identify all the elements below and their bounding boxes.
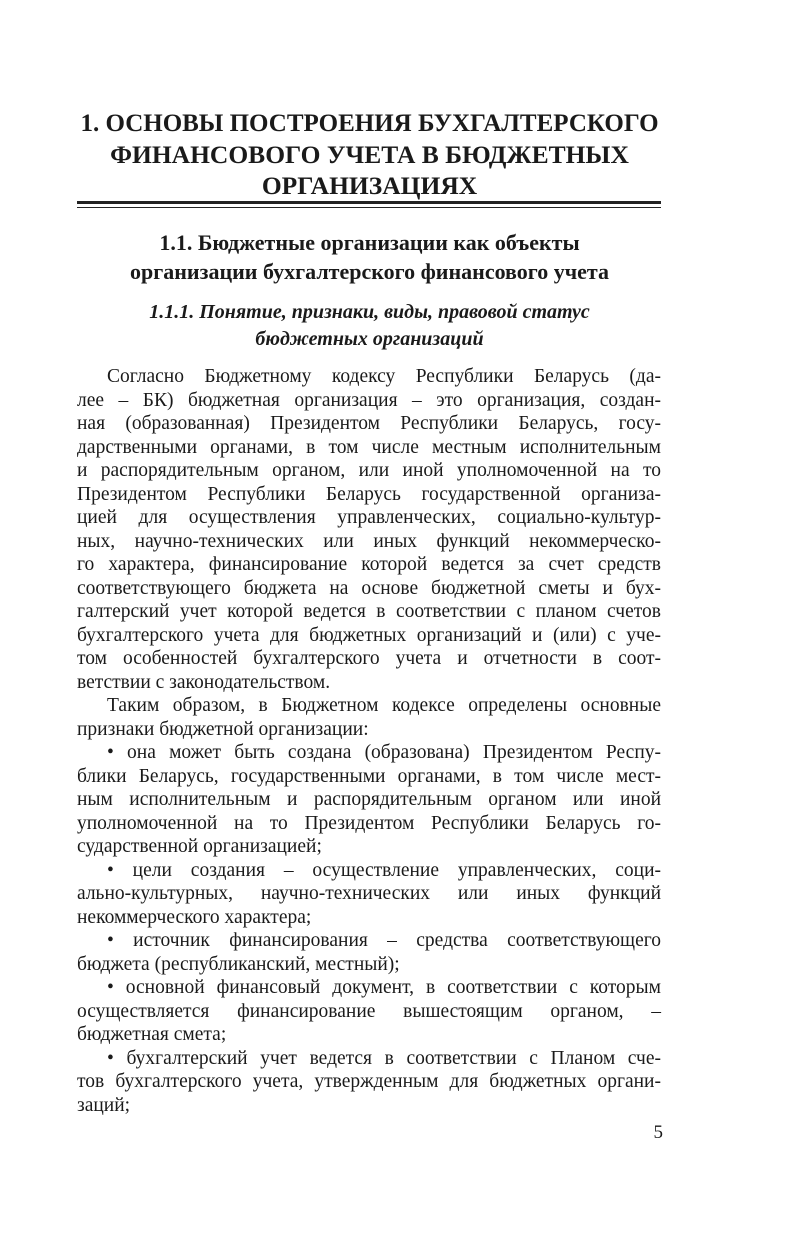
chapter-title-line: ФИНАНСОВОГО УЧЕТА В БЮДЖЕТНЫХ — [110, 140, 629, 169]
text-line: Таким образом, в Бюджетном кодексе определены основные — [107, 695, 661, 716]
text-line: соответствующего бюджета на основе бюджетной сметы и бух- — [77, 577, 661, 599]
chapter-rule-thick — [77, 201, 661, 204]
chapter-title-line: 1. ОСНОВЫ ПОСТРОЕНИЯ БУХГАЛТЕРСКОГО — [80, 110, 659, 137]
text-line: и распорядительным органом, или иной уполномоченной на то — [77, 460, 661, 481]
body-text — [77, 365, 661, 1117]
subsection-title-line: бюджетных организаций — [255, 328, 484, 350]
text-line: признаки бюджетной организации: — [77, 718, 369, 740]
text-line: Согласно Бюджетному кодексу Республики Беларусь (да- — [107, 366, 661, 387]
text-line: го характера, финансирование которой ведется за счет средств — [77, 554, 661, 575]
text-line: сударственной организацией; — [77, 836, 322, 857]
text-line: Президентом Республики Беларусь государственной организа- — [77, 483, 661, 505]
text-line: тов бухгалтерского учета, утвержденным для бюджетных органи- — [77, 1071, 661, 1092]
bullet-line: • основной финансовый документ, в соответствии с которым — [107, 977, 661, 998]
chapter-rule-thin — [77, 207, 661, 208]
text-line: цией для осуществления управленческих, социально-культур- — [77, 507, 661, 528]
text-line: некоммерческого характера; — [77, 906, 312, 928]
chapter-title-line: ОРГАНИЗАЦИЯХ — [261, 171, 478, 200]
text-line: ных, научно-технических или иных функций некоммерческо- — [77, 530, 661, 552]
bullet-line: • цели создания – осуществление управленческих, соци- — [107, 859, 661, 881]
page-number: 5 — [653, 1122, 663, 1143]
text-line: дарственными органами, в том числе местным исполнительным — [77, 436, 661, 458]
text-line: заций; — [77, 1094, 131, 1116]
text-line: бюджета (республиканский, местный); — [77, 953, 400, 975]
chapter-title — [78, 108, 661, 201]
bullet-line: • она может быть создана (образована) Президентом Респу- — [107, 742, 661, 763]
subsection-title-line: 1.1.1. Понятие, признаки, виды, правовой статус — [149, 301, 590, 323]
bullet-line: • бухгалтерский учет ведется в соответствии с Планом сче- — [107, 1047, 661, 1069]
section-title-line: организации бухгалтерского финансового учета — [130, 259, 609, 284]
text-line: ная (образованная) Президентом Республики Беларусь, госу- — [77, 413, 661, 434]
text-line: бухгалтерского учета для бюджетных организаций и (или) с уче- — [77, 624, 661, 646]
section-title — [78, 228, 661, 286]
subsection-title — [78, 299, 661, 353]
text-line: лее – БК) бюджетная организация – это организация, создан- — [77, 389, 661, 411]
text-line: том особенностей бухгалтерского учета и отчетности в соот- — [77, 648, 661, 669]
text-line: осуществляется финансирование вышестоящим органом, – — [77, 1000, 661, 1022]
section-title-line: 1.1. Бюджетные организации как объекты — [159, 230, 580, 255]
text-line: ветствии с законодательством. — [77, 671, 331, 693]
text-line: ным исполнительным и распорядительным органом или иной — [77, 789, 661, 810]
text-line: бюджетная смета; — [77, 1024, 227, 1045]
text-line: ально-культурных, научно-технических или иных функций — [77, 883, 661, 904]
bullet-line: • источник финансирования – средства соответствующего — [107, 930, 661, 951]
text-line: уполномоченной на то Президентом Республики Беларусь го- — [77, 812, 661, 834]
text-line: галтерский учет которой ведется в соответствии с планом счетов — [77, 601, 661, 622]
text-line: блики Беларусь, государственными органами, в том числе мест- — [77, 765, 661, 787]
